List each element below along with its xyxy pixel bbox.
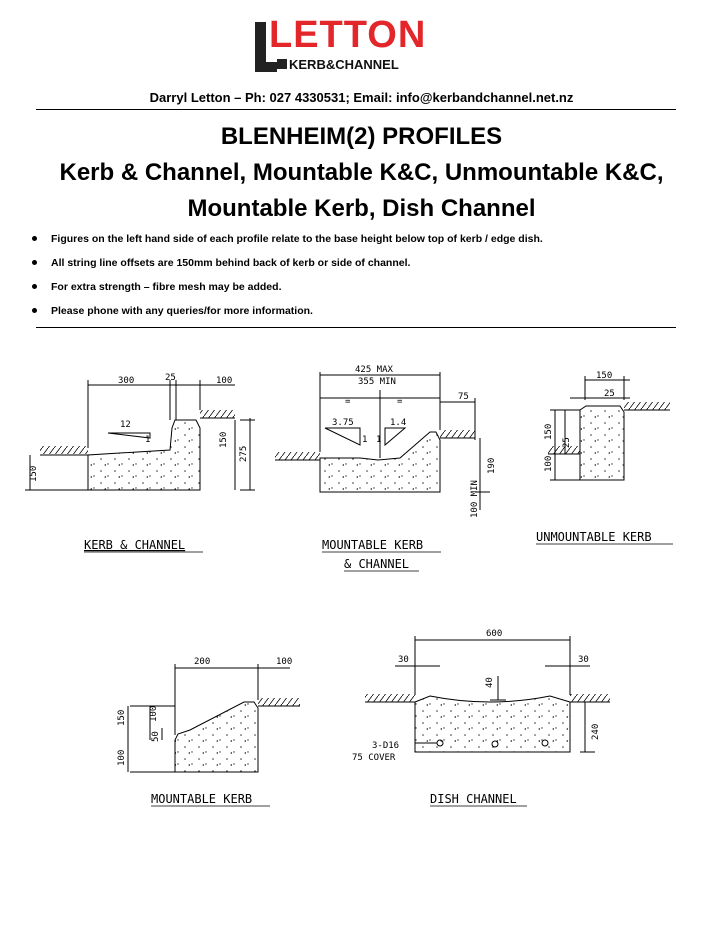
contact-line: Darryl Letton – Ph: 027 4330531; Email: info@kerbandchannel.net.nz	[149, 90, 574, 105]
dc-rebar: 3-D16	[372, 741, 400, 751]
mk-vdim-150: 150	[117, 709, 127, 726]
mkc-label-1: MOUNTABLE KERB	[322, 538, 424, 552]
mkc-dim-75: 75	[458, 392, 469, 402]
kc-slope-12: 12	[120, 420, 131, 430]
title-line-1: BLENHEIM(2) PROFILES	[220, 123, 503, 150]
kc-dim-300: 300	[118, 376, 135, 386]
mk-vdim-50: 50	[151, 731, 161, 742]
dc-cover: 75 COVER	[352, 753, 396, 763]
note-item: Please phone with any queries/for more information.	[30, 304, 690, 328]
dc-dim-600: 600	[486, 629, 503, 639]
note-item: For extra strength – fibre mesh may be added.	[30, 280, 690, 304]
kc-dim-150-left: 150	[29, 465, 39, 482]
uk-vdim-150: 150	[544, 423, 554, 440]
mkc-slope-375-rise: 1	[362, 435, 368, 445]
note-item: All string line offsets are 150mm behind back of kerb or side of channel.	[30, 256, 690, 280]
mkc-eq-2: =	[397, 397, 403, 407]
mk-vdim-100: 100	[149, 705, 159, 722]
dc-dim-240: 240	[591, 723, 601, 740]
kc-label: KERB & CHANNEL	[84, 538, 186, 552]
kc-slope-1: 1	[145, 435, 151, 445]
uk-dim-150: 150	[596, 371, 613, 381]
mkc-slope-14-rise: 1	[376, 435, 382, 445]
title-line-3: Mountable Kerb, Dish Channel	[187, 195, 536, 222]
mk-vdim-100-base: 100	[117, 749, 127, 766]
kc-dim-275: 275	[239, 445, 249, 462]
mkc-slope-375: 3.75	[332, 418, 354, 428]
dc-dim-40: 40	[485, 677, 495, 688]
kc-dim-150: 150	[219, 431, 229, 448]
mk-dim-100: 100	[276, 657, 293, 667]
title-line-2: Kerb & Channel, Mountable K&C, Unmountable K&C,	[59, 159, 664, 186]
note-item: Figures on the left hand side of each profile relate to the base height below top of kerb / edge dish.	[30, 232, 690, 256]
dc-label: DISH CHANNEL	[430, 792, 517, 806]
mkc-slope-14: 1.4	[390, 418, 407, 428]
mk-label: MOUNTABLE KERB	[151, 792, 253, 806]
mkc-max: 425 MAX	[355, 365, 393, 375]
dc-dim-30-left: 30	[398, 655, 409, 665]
uk-dim-25: 25	[604, 389, 615, 399]
dc-dim-30-right: 30	[578, 655, 589, 665]
mk-dim-200: 200	[194, 657, 211, 667]
mkc-eq-1: =	[345, 397, 351, 407]
mkc-dim-100min: 100 MIN	[470, 480, 480, 518]
mkc-dim-190: 190	[487, 457, 497, 474]
kc-dim-100: 100	[216, 376, 233, 386]
mkc-min: 355 MIN	[358, 377, 396, 387]
uk-label: UNMOUNTABLE KERB	[536, 530, 652, 544]
mkc-label-2: & CHANNEL	[344, 557, 410, 571]
uk-vdim-100: 100	[544, 455, 554, 472]
logo-wordmark: LETTON	[269, 14, 427, 56]
dish-channel-profile	[365, 636, 610, 752]
uk-vdim-25: 25	[562, 437, 572, 448]
logo-subtitle-text: KERB&CHANNEL	[289, 56, 399, 72]
kc-dim-25: 25	[165, 373, 176, 383]
